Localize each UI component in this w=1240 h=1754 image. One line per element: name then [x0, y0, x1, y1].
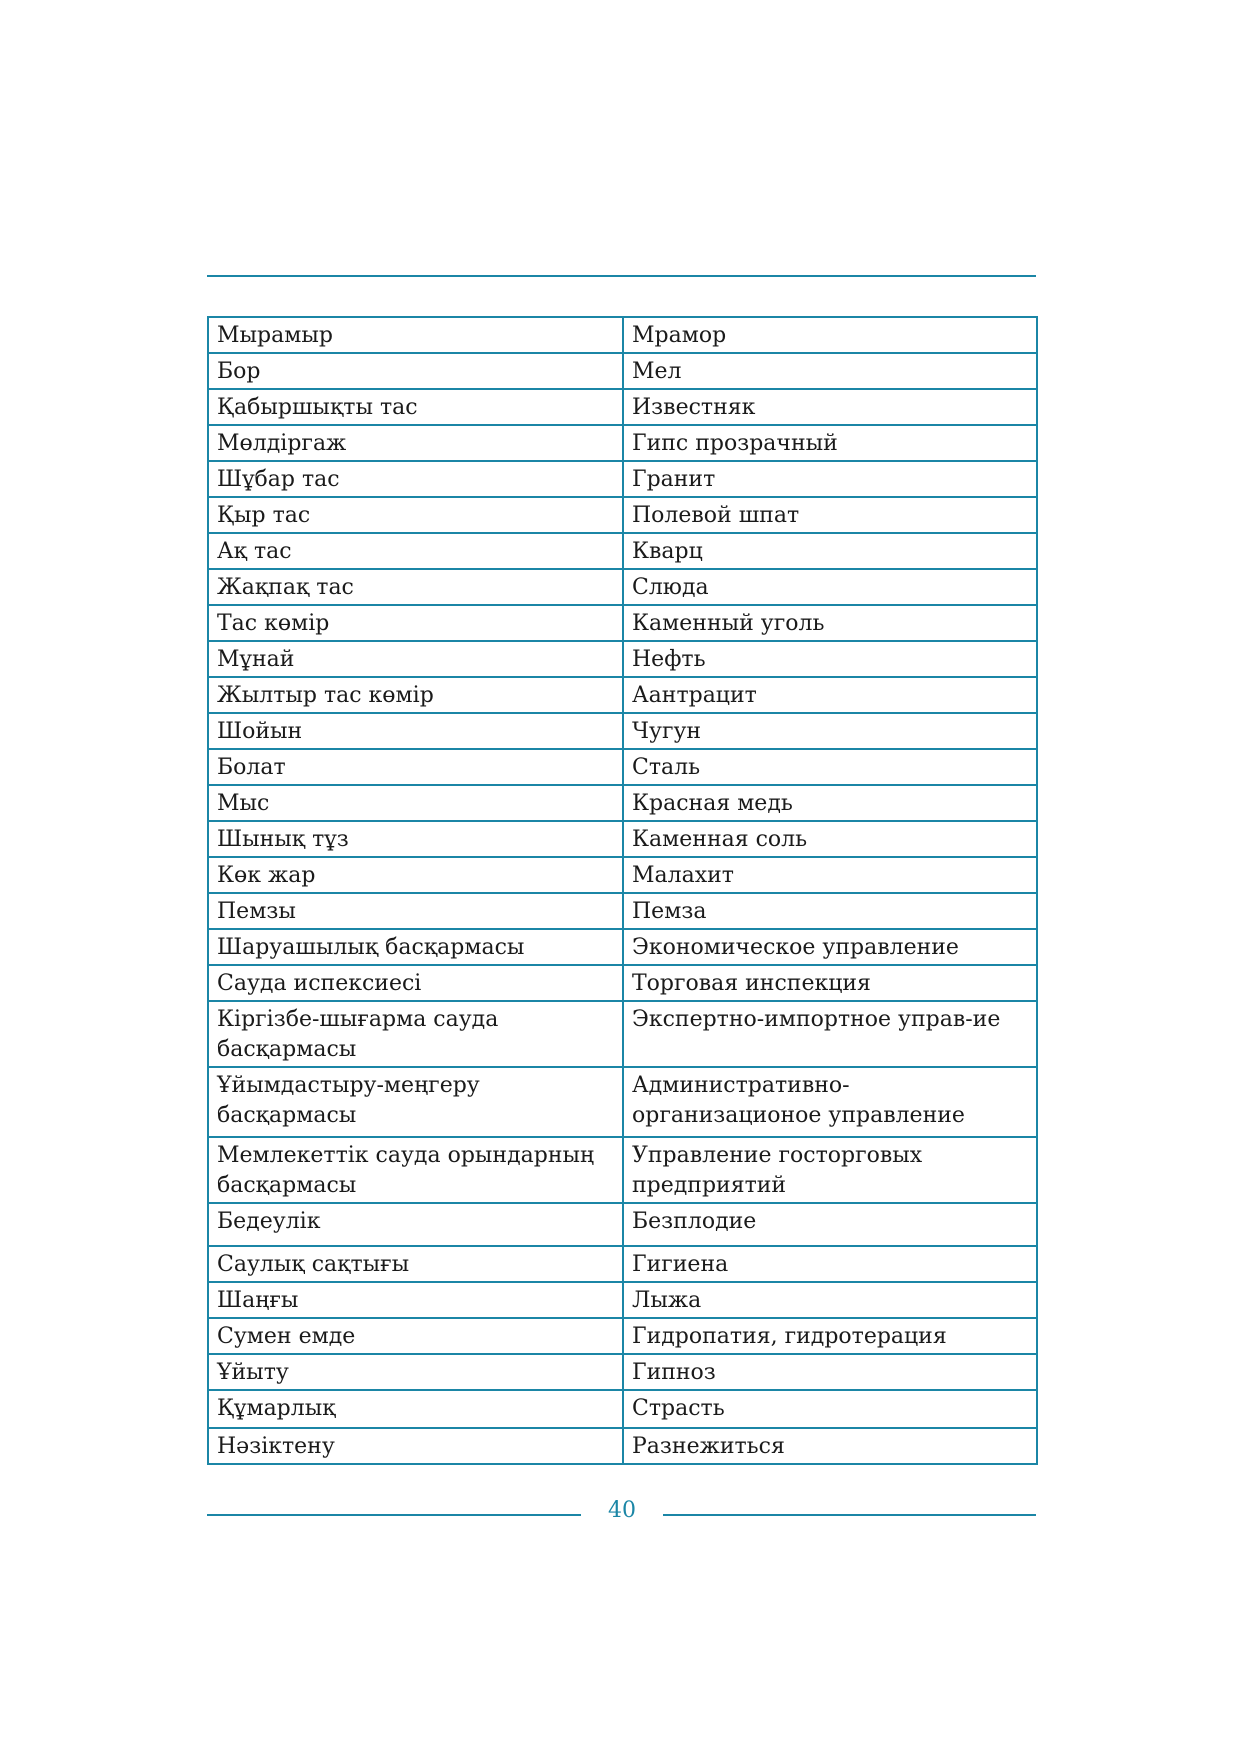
kazakh-term: Нәзіктену [217, 1434, 335, 1459]
kazakh-term: Қабыршықты тас [217, 395, 418, 420]
kazakh-term: Пемзы [217, 899, 296, 924]
russian-term-cell [623, 1428, 1037, 1464]
table-row [208, 821, 1037, 857]
russian-term: Экономическое управление [632, 935, 959, 960]
kazakh-term: Мырамыр [217, 323, 333, 348]
kazakh-term-cell [208, 1067, 623, 1137]
table-row [208, 1318, 1037, 1354]
table-row [208, 353, 1037, 389]
kazakh-term: Ұйыту [217, 1360, 289, 1385]
kazakh-term-cell [208, 461, 623, 497]
table-row [208, 785, 1037, 821]
russian-term: Гранит [632, 467, 716, 492]
russian-term-cell [623, 1203, 1037, 1246]
kazakh-term: Көк жар [217, 863, 316, 888]
russian-term-cell [623, 1246, 1037, 1282]
table-row [208, 1390, 1037, 1428]
kazakh-term: Шұбар тас [217, 467, 340, 492]
kazakh-term: Сумен емде [217, 1324, 356, 1349]
kazakh-term: Жақпақ тас [217, 575, 354, 600]
table-row [208, 317, 1037, 353]
kazakh-term-cell [208, 1318, 623, 1354]
kazakh-term-cell [208, 1390, 623, 1428]
kazakh-term-cell [208, 1203, 623, 1246]
kazakh-term-cell [208, 857, 623, 893]
kazakh-term-cell [208, 533, 623, 569]
kazakh-term-cell [208, 785, 623, 821]
russian-term-cell [623, 1390, 1037, 1428]
russian-term-cell [623, 677, 1037, 713]
table-row [208, 1001, 1037, 1067]
kazakh-term: Мөлдіргаж [217, 431, 347, 456]
russian-term-cell [623, 1354, 1037, 1390]
table-row [208, 677, 1037, 713]
table-row [208, 1137, 1037, 1203]
kazakh-term: Қыр тас [217, 503, 311, 528]
russian-term: Аантрацит [632, 683, 757, 708]
russian-term-cell [623, 389, 1037, 425]
russian-term-cell [623, 317, 1037, 353]
kazakh-term-cell [208, 893, 623, 929]
table-row [208, 1203, 1037, 1246]
russian-term: Торговая инспекция [632, 971, 871, 996]
table-row [208, 1067, 1037, 1137]
russian-term: Полевой шпат [632, 503, 800, 528]
russian-term-cell [623, 1067, 1037, 1137]
russian-term-cell [623, 425, 1037, 461]
table-row [208, 929, 1037, 965]
kazakh-term: Құмарлық [217, 1396, 336, 1421]
kazakh-term-cell [208, 713, 623, 749]
kazakh-term-cell [208, 317, 623, 353]
russian-term: Экспертно-импортное управ-ие [632, 1007, 1001, 1032]
page-number: 40 [608, 1498, 636, 1523]
table-row [208, 641, 1037, 677]
russian-term-cell [623, 821, 1037, 857]
russian-term-cell [623, 497, 1037, 533]
kazakh-term: Мемлекеттік сауда орындарның басқармасы [217, 1143, 595, 1198]
russian-term: Гипноз [632, 1360, 716, 1385]
kazakh-term-cell [208, 641, 623, 677]
russian-term-cell [623, 1001, 1037, 1067]
russian-term-cell [623, 785, 1037, 821]
russian-term: Разнежиться [632, 1434, 785, 1459]
table-row [208, 533, 1037, 569]
russian-term: Лыжа [632, 1288, 702, 1313]
table-row [208, 461, 1037, 497]
table-row [208, 857, 1037, 893]
russian-term-cell [623, 641, 1037, 677]
russian-term: Мрамор [632, 323, 727, 348]
kazakh-term-cell [208, 821, 623, 857]
kazakh-term: Жылтыр тас көмір [217, 683, 434, 708]
kazakh-term: Шаңғы [217, 1288, 299, 1313]
russian-term: Гидропатия, гидротерация [632, 1324, 947, 1349]
table-row [208, 713, 1037, 749]
russian-term-cell [623, 929, 1037, 965]
russian-term: Кварц [632, 539, 703, 564]
kazakh-term-cell [208, 1428, 623, 1464]
table-row [208, 893, 1037, 929]
kazakh-term-cell [208, 1001, 623, 1067]
russian-term-cell [623, 713, 1037, 749]
russian-term-cell [623, 569, 1037, 605]
kazakh-term: Шаруашылық басқармасы [217, 935, 525, 960]
kazakh-term: Сауда испексиесі [217, 971, 422, 996]
russian-term: Гигиена [632, 1252, 729, 1277]
kazakh-term-cell [208, 1137, 623, 1203]
kazakh-term: Мұнай [217, 647, 295, 672]
kazakh-term: Мыс [217, 791, 270, 816]
header-divider [207, 275, 1036, 277]
russian-term: Нефть [632, 647, 706, 672]
russian-term-cell [623, 749, 1037, 785]
russian-term-cell [623, 857, 1037, 893]
table-row [208, 1282, 1037, 1318]
kazakh-term-cell [208, 749, 623, 785]
russian-term: Слюда [632, 575, 709, 600]
glossary-body [208, 317, 1037, 1464]
kazakh-term-cell [208, 389, 623, 425]
russian-term-cell [623, 461, 1037, 497]
kazakh-term: Шойын [217, 719, 303, 744]
footer-divider-right [663, 1514, 1036, 1516]
table-row [208, 1428, 1037, 1464]
kazakh-term: Бедеулік [217, 1209, 321, 1234]
kazakh-term-cell [208, 1246, 623, 1282]
table-row [208, 389, 1037, 425]
kazakh-term-cell [208, 353, 623, 389]
russian-term: Гипс прозрачный [632, 431, 838, 456]
kazakh-term: Болат [217, 755, 286, 780]
russian-term: Каменная соль [632, 827, 808, 852]
russian-term-cell [623, 893, 1037, 929]
russian-term: Малахит [632, 863, 734, 888]
table-row [208, 569, 1037, 605]
kazakh-term: Ұйымдастыру-меңгеру басқармасы [217, 1073, 480, 1128]
kazakh-term-cell [208, 605, 623, 641]
russian-term: Чугун [632, 719, 702, 744]
kazakh-term: Тас көмір [217, 611, 330, 636]
table-row [208, 965, 1037, 1001]
kazakh-term-cell [208, 1354, 623, 1390]
russian-term: Известняк [632, 395, 756, 420]
russian-term: Управление госторговых предприятий [632, 1143, 923, 1198]
russian-term-cell [623, 533, 1037, 569]
glossary-table [207, 316, 1038, 1465]
russian-term-cell [623, 1282, 1037, 1318]
kazakh-term: Бор [217, 359, 261, 384]
kazakh-term-cell [208, 497, 623, 533]
russian-term: Пемза [632, 899, 707, 924]
russian-term-cell [623, 1318, 1037, 1354]
kazakh-term: Саулық сақтығы [217, 1252, 410, 1277]
table-row [208, 1354, 1037, 1390]
footer-divider-left [207, 1514, 581, 1516]
kazakh-term: Ақ тас [217, 539, 292, 564]
russian-term: Красная медь [632, 791, 793, 816]
table-row [208, 605, 1037, 641]
kazakh-term-cell [208, 1282, 623, 1318]
russian-term: Каменный уголь [632, 611, 825, 636]
kazakh-term-cell [208, 965, 623, 1001]
kazakh-term-cell [208, 677, 623, 713]
russian-term: Страсть [632, 1396, 725, 1421]
page-footer [207, 1495, 1036, 1535]
kazakh-term: Кіргізбе-шығарма сауда басқармасы [217, 1007, 499, 1062]
russian-term: Мел [632, 359, 682, 384]
kazakh-term-cell [208, 425, 623, 461]
russian-term: Административно-организационое управление [632, 1073, 965, 1128]
table-row [208, 425, 1037, 461]
russian-term-cell [623, 605, 1037, 641]
russian-term: Сталь [632, 755, 701, 780]
kazakh-term: Шынық тұз [217, 827, 349, 852]
table-row [208, 1246, 1037, 1282]
kazakh-term-cell [208, 569, 623, 605]
russian-term-cell [623, 965, 1037, 1001]
russian-term-cell [623, 353, 1037, 389]
russian-term-cell [623, 1137, 1037, 1203]
kazakh-term-cell [208, 929, 623, 965]
table-row [208, 497, 1037, 533]
russian-term: Безплодие [632, 1209, 757, 1234]
table-row [208, 749, 1037, 785]
